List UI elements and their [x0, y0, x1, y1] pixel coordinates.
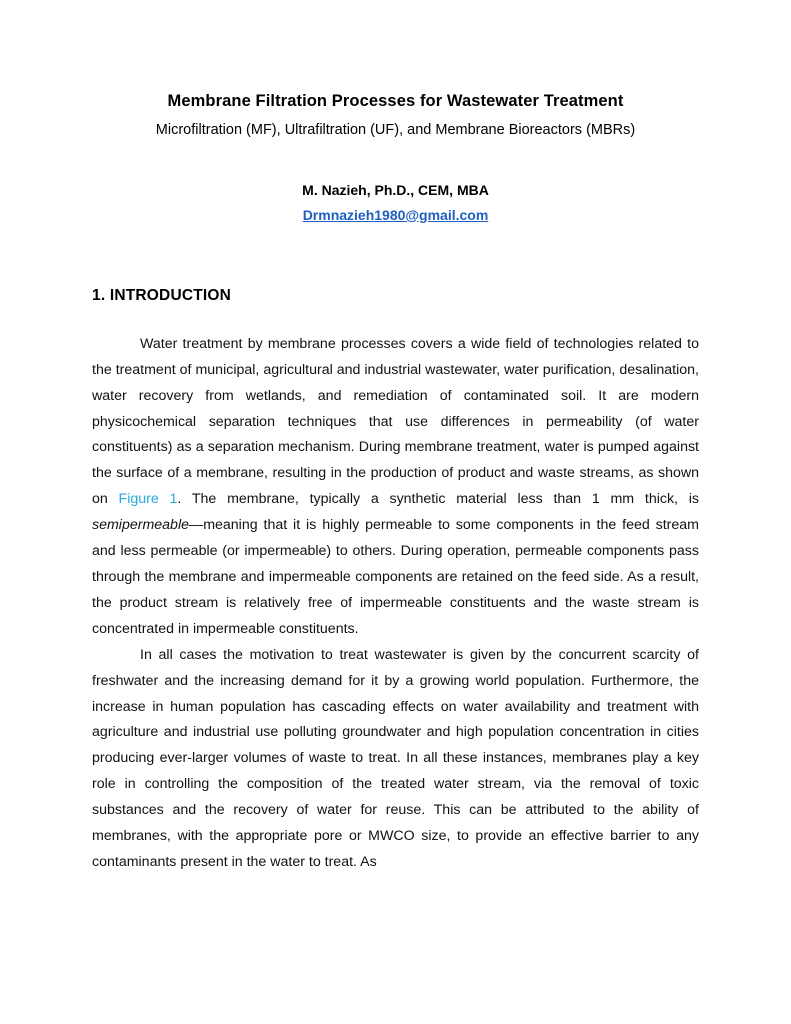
document-title: Membrane Filtration Processes for Wastewater Treatment	[167, 92, 624, 110]
paragraph-introduction-1	[92, 305, 699, 643]
section-heading-introduction: 1. INTRODUCTION	[92, 286, 232, 304]
paragraph-introduction-2	[92, 643, 699, 876]
page-content	[92, 0, 699, 876]
emphasized-term: semipermeable	[92, 517, 189, 534]
author-name: M. Nazieh, Ph.D., CEM, MBA	[302, 181, 489, 198]
text-run: . The membrane, typically a synthetic material less than 1 mm thick, is	[177, 491, 699, 508]
text-run: In all cases the motivation to treat wastewater is given by the concurrent scarcity of freshwater and the increasing demand for it by a growing world population. Furthermore, the increase in human population has cascading effects on water availability and treatment with agriculture and industrial use polluting groundwater and high population concentration in cities producing ever-larger volumes of waste to treat. In all these instances, membranes play a key role in controlling the composition of the treated water stream, via the removal of toxic substances and the recovery of water for reuse. This can be attributed to the ability of membranes, with the appropriate pore or MWCO size, to provide an effective barrier to any contaminants present in the water to treat. As	[92, 646, 699, 870]
author-email-link[interactable]: Drmnazieh1980@gmail.com	[302, 206, 489, 223]
text-run: Water treatment by membrane processes covers a wide field of technologies related to the treatment of municipal, agricultural and industrial wastewater, water purification, desalination, water recovery from wetlands, and remediation of contaminated soil. It are modern physicochemical separation techniques that use differences in permeability (of water constituents) as a separation mechanism. During membrane treatment, water is pumped against the surface of a membrane, resulting in the production of product and waste streams, as shown on	[92, 335, 699, 508]
text-run: —meaning that it is highly permeable to some components in the feed stream and less permeable (or impermeable) to others. During operation, permeable components pass through the membrane and impermeable components are retained on the feed side. As a result, the product stream is relatively free of impermeable constituents and the waste stream is concentrated in impermeable constituents.	[92, 517, 699, 637]
document-subtitle: Microfiltration (MF), Ultrafiltration (UF), and Membrane Bioreactors (MBRs)	[155, 122, 636, 139]
figure-reference-link[interactable]: Figure 1	[118, 491, 178, 508]
author-block	[92, 141, 699, 225]
